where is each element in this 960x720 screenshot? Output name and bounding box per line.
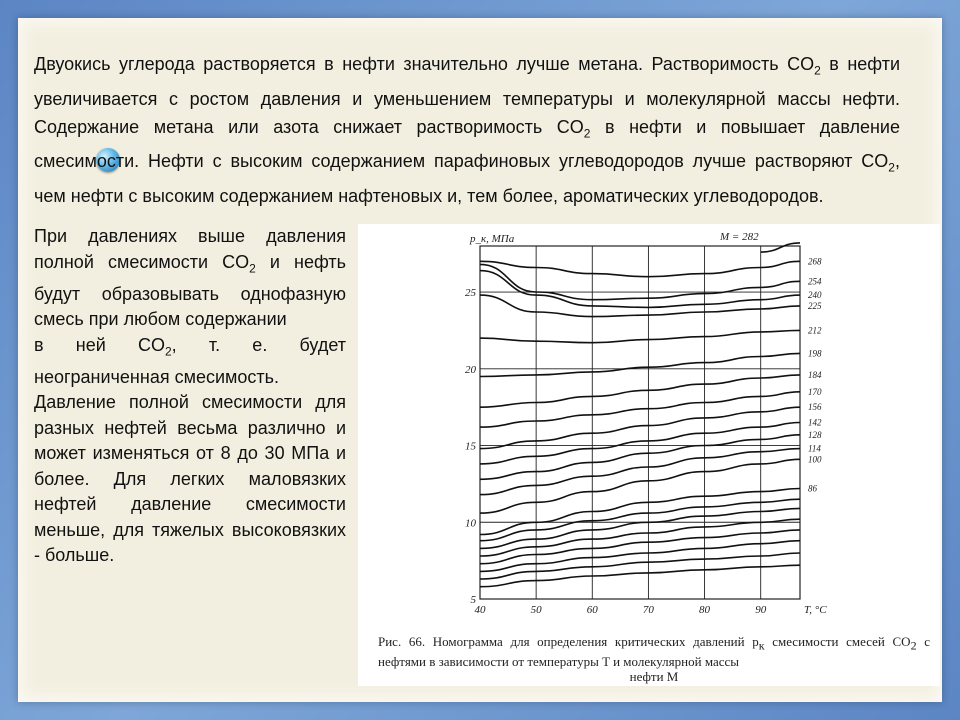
series-line bbox=[480, 353, 800, 376]
series-line bbox=[480, 519, 800, 556]
series-label: 212 bbox=[808, 325, 822, 336]
series-label: 114 bbox=[808, 443, 821, 454]
series-line bbox=[480, 553, 800, 579]
series-line bbox=[480, 261, 800, 276]
series-line bbox=[480, 375, 800, 407]
series-line bbox=[480, 330, 800, 342]
y-tick-label: 5 bbox=[470, 594, 476, 606]
x-tick-label: 90 bbox=[755, 604, 767, 616]
side-text bbox=[34, 224, 346, 569]
y-axis-label: p_к, МПа bbox=[470, 233, 515, 245]
series-label: 86 bbox=[808, 483, 817, 494]
series-label: 268 bbox=[808, 256, 822, 267]
nomogram-figure bbox=[358, 224, 940, 686]
y-tick-label: 25 bbox=[465, 287, 476, 300]
y-tick-label: 15 bbox=[465, 440, 476, 453]
series-label: 198 bbox=[808, 348, 822, 359]
x-tick-label: 40 bbox=[474, 604, 486, 616]
series-line bbox=[761, 243, 800, 252]
series-label: 100 bbox=[808, 454, 822, 465]
x-tick-label: 60 bbox=[586, 604, 598, 616]
series-label: 240 bbox=[808, 290, 822, 301]
x-tick-label: 80 bbox=[699, 604, 711, 616]
y-tick-label: 20 bbox=[465, 363, 476, 376]
series-line bbox=[480, 392, 800, 427]
series-line bbox=[480, 423, 800, 464]
x-axis-label: T, °C bbox=[804, 604, 827, 616]
series-label: 170 bbox=[808, 386, 822, 397]
series-label: 156 bbox=[808, 402, 822, 413]
series-label: 254 bbox=[808, 276, 822, 287]
series-label: 128 bbox=[808, 429, 822, 440]
series-line bbox=[480, 499, 800, 541]
x-tick-label: 70 bbox=[642, 604, 654, 616]
intro-paragraph: Двуокись углерода растворяется в нефти значительно лучше метана. Растворимость $CO_2$ в нефти увеличивается с ростом давления и уменьшением температуры и молекулярной массы нефти. Содержание метана или азота снижает растворимость $CO_2$ в нефти и повышает давление смесимости. Нефти с высоким содержанием парафиновых углеводородов лучше растворяют $CO_2$, чем нефти с высоким содержанием нафтеновых и, тем более, ароматических углеводородов. bbox=[34, 54, 900, 206]
side-paragraph-1: При давлениях выше давления полной смесимости $CO_2$ и нефть будут образовывать однофазную смесь при любом содержании bbox=[34, 226, 347, 330]
top-curve-label: M = 282 bbox=[720, 231, 759, 243]
nomogram-chart bbox=[358, 224, 940, 629]
series-label: 142 bbox=[808, 417, 822, 428]
y-tick-label: 10 bbox=[465, 517, 476, 530]
series-line bbox=[480, 565, 800, 587]
series-label: 184 bbox=[808, 369, 822, 380]
side-paragraph-2: в ней $CO_2$, т. е. будет неограниченная смесимость. bbox=[34, 334, 346, 387]
x-tick-label: 50 bbox=[530, 604, 542, 616]
side-paragraph-3: Давление полной смесимости для разных нефтей весьма различно и может изменяться от 8 до 30 МПа и более. Для легких маловязких нефтей давление смесимости меньше, для тяжелых высоковязких - больше. bbox=[34, 392, 346, 566]
figure-caption: Рис. 66. Номограмма для определения критических давлений $p_к$ смесимости смесей $CO_2$ с нефтями в зависимости от температуры T и молекулярной массы нефти M bbox=[378, 634, 930, 684]
series-label: 225 bbox=[808, 300, 822, 311]
